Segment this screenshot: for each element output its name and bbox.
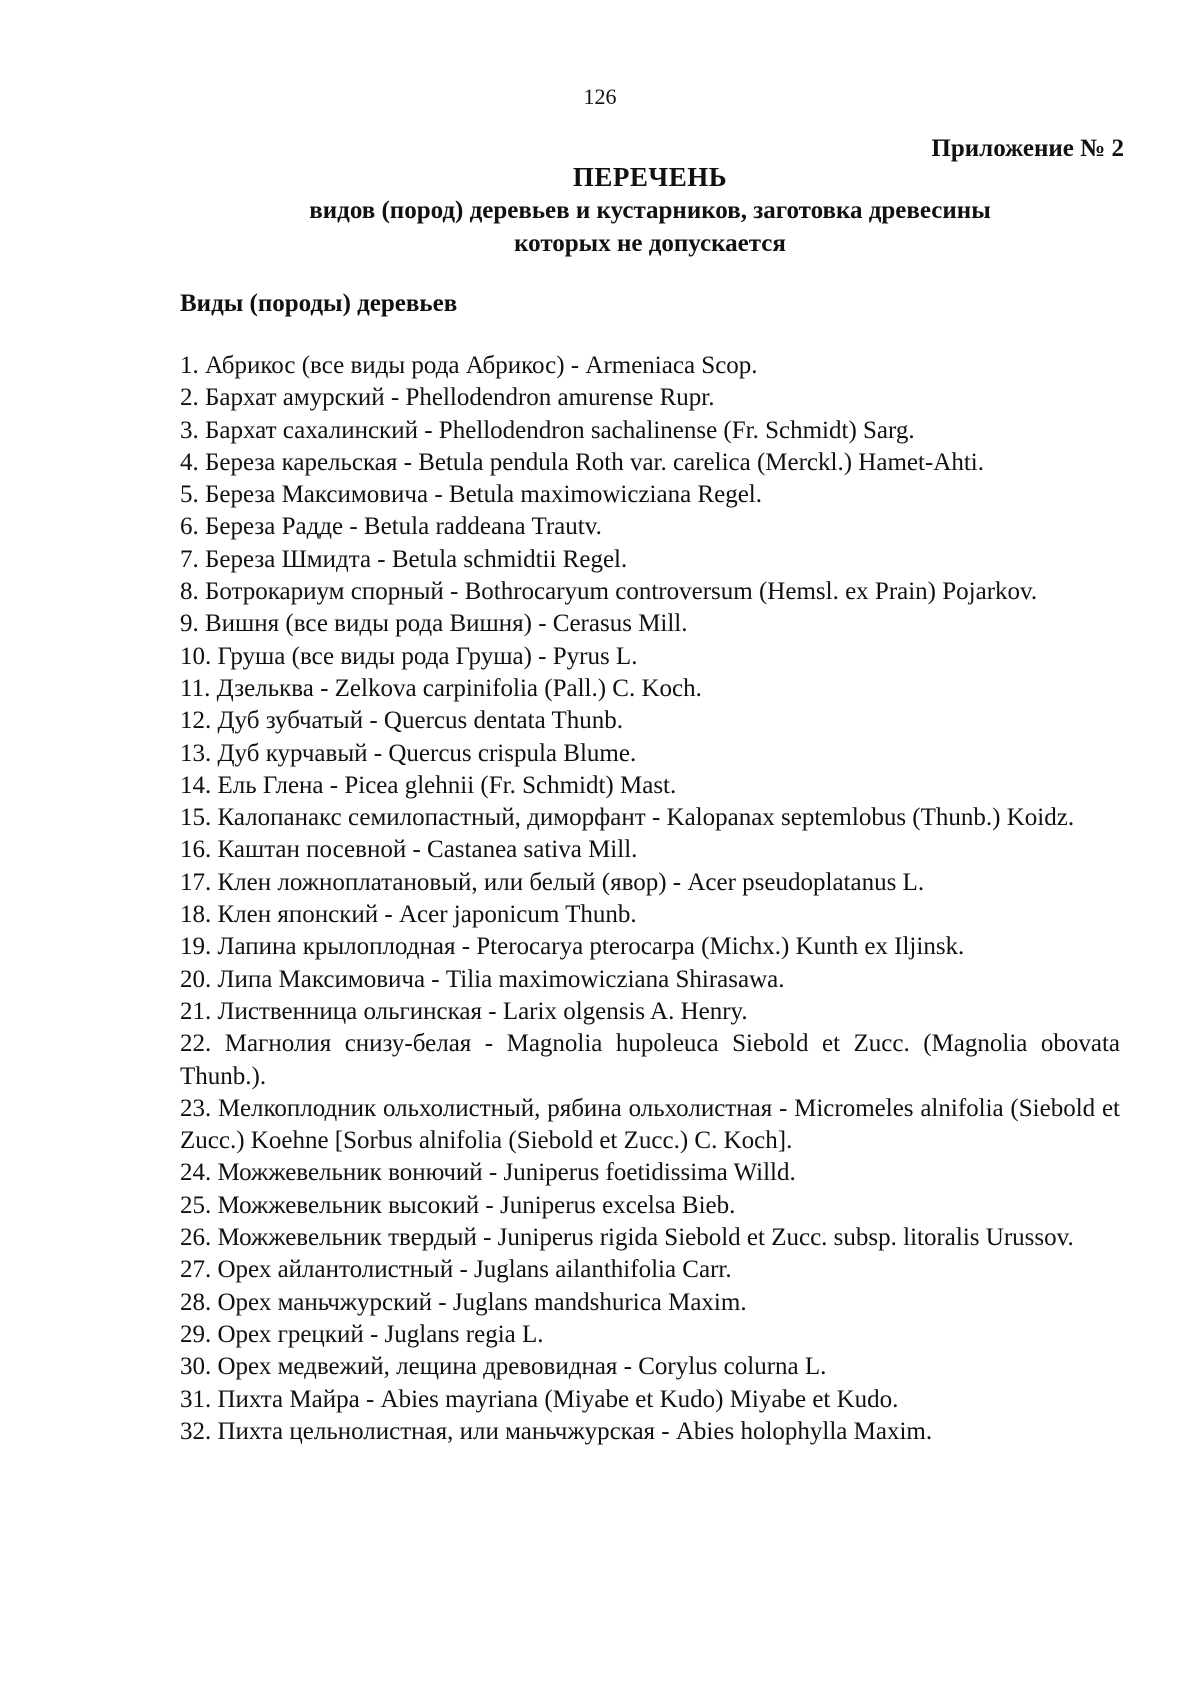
list-item: 13. Дуб курчавый - Quercus crispula Blume. (180, 739, 637, 767)
list-item: 14. Ель Глена - Picea glehnii (Fr. Schmidt) Mast. (180, 771, 677, 799)
appendix-label: Приложение № 2 (931, 135, 1124, 162)
document-title (180, 160, 1120, 260)
list-item: 29. Орех грецкий - Juglans regia L. (180, 1320, 544, 1348)
list-item: 18. Клен японский - Acer japonicum Thunb. (180, 901, 637, 929)
list-item: 23. Мелкоплодник ольхолистный, рябина ольхолистная - Micromeles alnifolia (Siebold et Zucc.) Koehne [Sorbus alnifolia (Siebold et Zucc.) C. Koch]. (180, 1094, 1120, 1155)
list-item: 5. Береза Максимовича - Betula maximowicziana Regel. (180, 481, 762, 509)
list-item: 26. Можжевельник твердый - Juniperus rigida Siebold et Zucc. subsp. litoralis Urussov. (180, 1224, 1074, 1252)
list-item: 8. Ботрокариум спорный - Bothrocaryum controversum (Hemsl. ex Prain) Pojarkov. (180, 578, 1038, 606)
list-item: 27. Орех айлантолистный - Juglans ailanthifolia Carr. (180, 1256, 732, 1284)
list-item: 32. Пихта цельнолистная, или маньчжурская - Abies holophylla Maxim. (180, 1417, 933, 1445)
list-item: 17. Клен ложноплатановый, или белый (явор) - Acer pseudoplatanus L. (180, 868, 925, 896)
list-item: 31. Пихта Майра - Abies mayriana (Miyabe et Kudo) Miyabe et Kudo. (180, 1385, 899, 1413)
list-item: 22. Магнолия снизу-белая - Magnolia hupoleuca Siebold et Zucc. (Magnolia obovata Thunb.). (180, 1030, 1120, 1090)
list-item: 21. Лиственница ольгинская - Larix olgensis A. Henry. (180, 997, 748, 1025)
list-item: 9. Вишня (все виды рода Вишня) - Cerasus Mill. (180, 610, 688, 638)
list-item: 19. Лапина крылоплодная - Pterocarya pterocarpa (Michx.) Kunth ex Iljinsk. (180, 933, 965, 961)
list-item: 7. Береза Шмидта - Betula schmidtii Regel. (180, 545, 628, 573)
list-item: 30. Орех медвежий, лещина древовидная - Corylus colurna L. (180, 1353, 827, 1381)
list-item: 1. Абрикос (все виды рода Абрикос) - Armeniaca Scop. (180, 352, 758, 379)
title-line-2: видов (пород) деревьев и кустарников, заготовка древесины (309, 197, 991, 224)
section-heading: Виды (породы) деревьев (180, 290, 458, 317)
list-item: 2. Бархат амурский - Phellodendron amurense Rupr. (180, 384, 715, 412)
list-item: 25. Можжевельник высокий - Juniperus excelsa Bieb. (180, 1191, 736, 1219)
species-list (180, 350, 1120, 1448)
list-item: 3. Бархат сахалинский - Phellodendron sachalinense (Fr. Schmidt) Sarg. (180, 416, 915, 444)
title-main: ПЕРЕЧЕНЬ (572, 162, 728, 192)
list-item: 20. Липа Максимовича - Tilia maximowicziana Shirasawa. (180, 965, 785, 993)
list-item: 24. Можжевельник вонючий - Juniperus foetidissima Willd. (180, 1159, 796, 1187)
title-line-3: которых не допускается (514, 230, 786, 257)
list-item: 10. Груша (все виды рода Груша) - Pyrus L. (180, 642, 638, 670)
list-item: 4. Береза карельская - Betula pendula Roth var. carelica (Merckl.) Hamet-Ahti. (180, 448, 984, 476)
list-item: 11. Дзельква - Zelkova carpinifolia (Pall.) C. Koch. (180, 674, 702, 702)
page-number: 126 (583, 84, 617, 109)
list-item: 15. Калопанакс семилопастный, диморфант - Kalopanax septemlobus (Thunb.) Koidz. (180, 804, 1075, 832)
list-item: 6. Береза Радде - Betula raddeana Trautv. (180, 513, 602, 541)
list-item: 16. Каштан посевной - Castanea sativa Mill. (180, 836, 638, 864)
list-item: 12. Дуб зубчатый - Quercus dentata Thunb. (180, 707, 623, 735)
list-item: 28. Орех маньчжурский - Juglans mandshurica Maxim. (180, 1288, 747, 1316)
